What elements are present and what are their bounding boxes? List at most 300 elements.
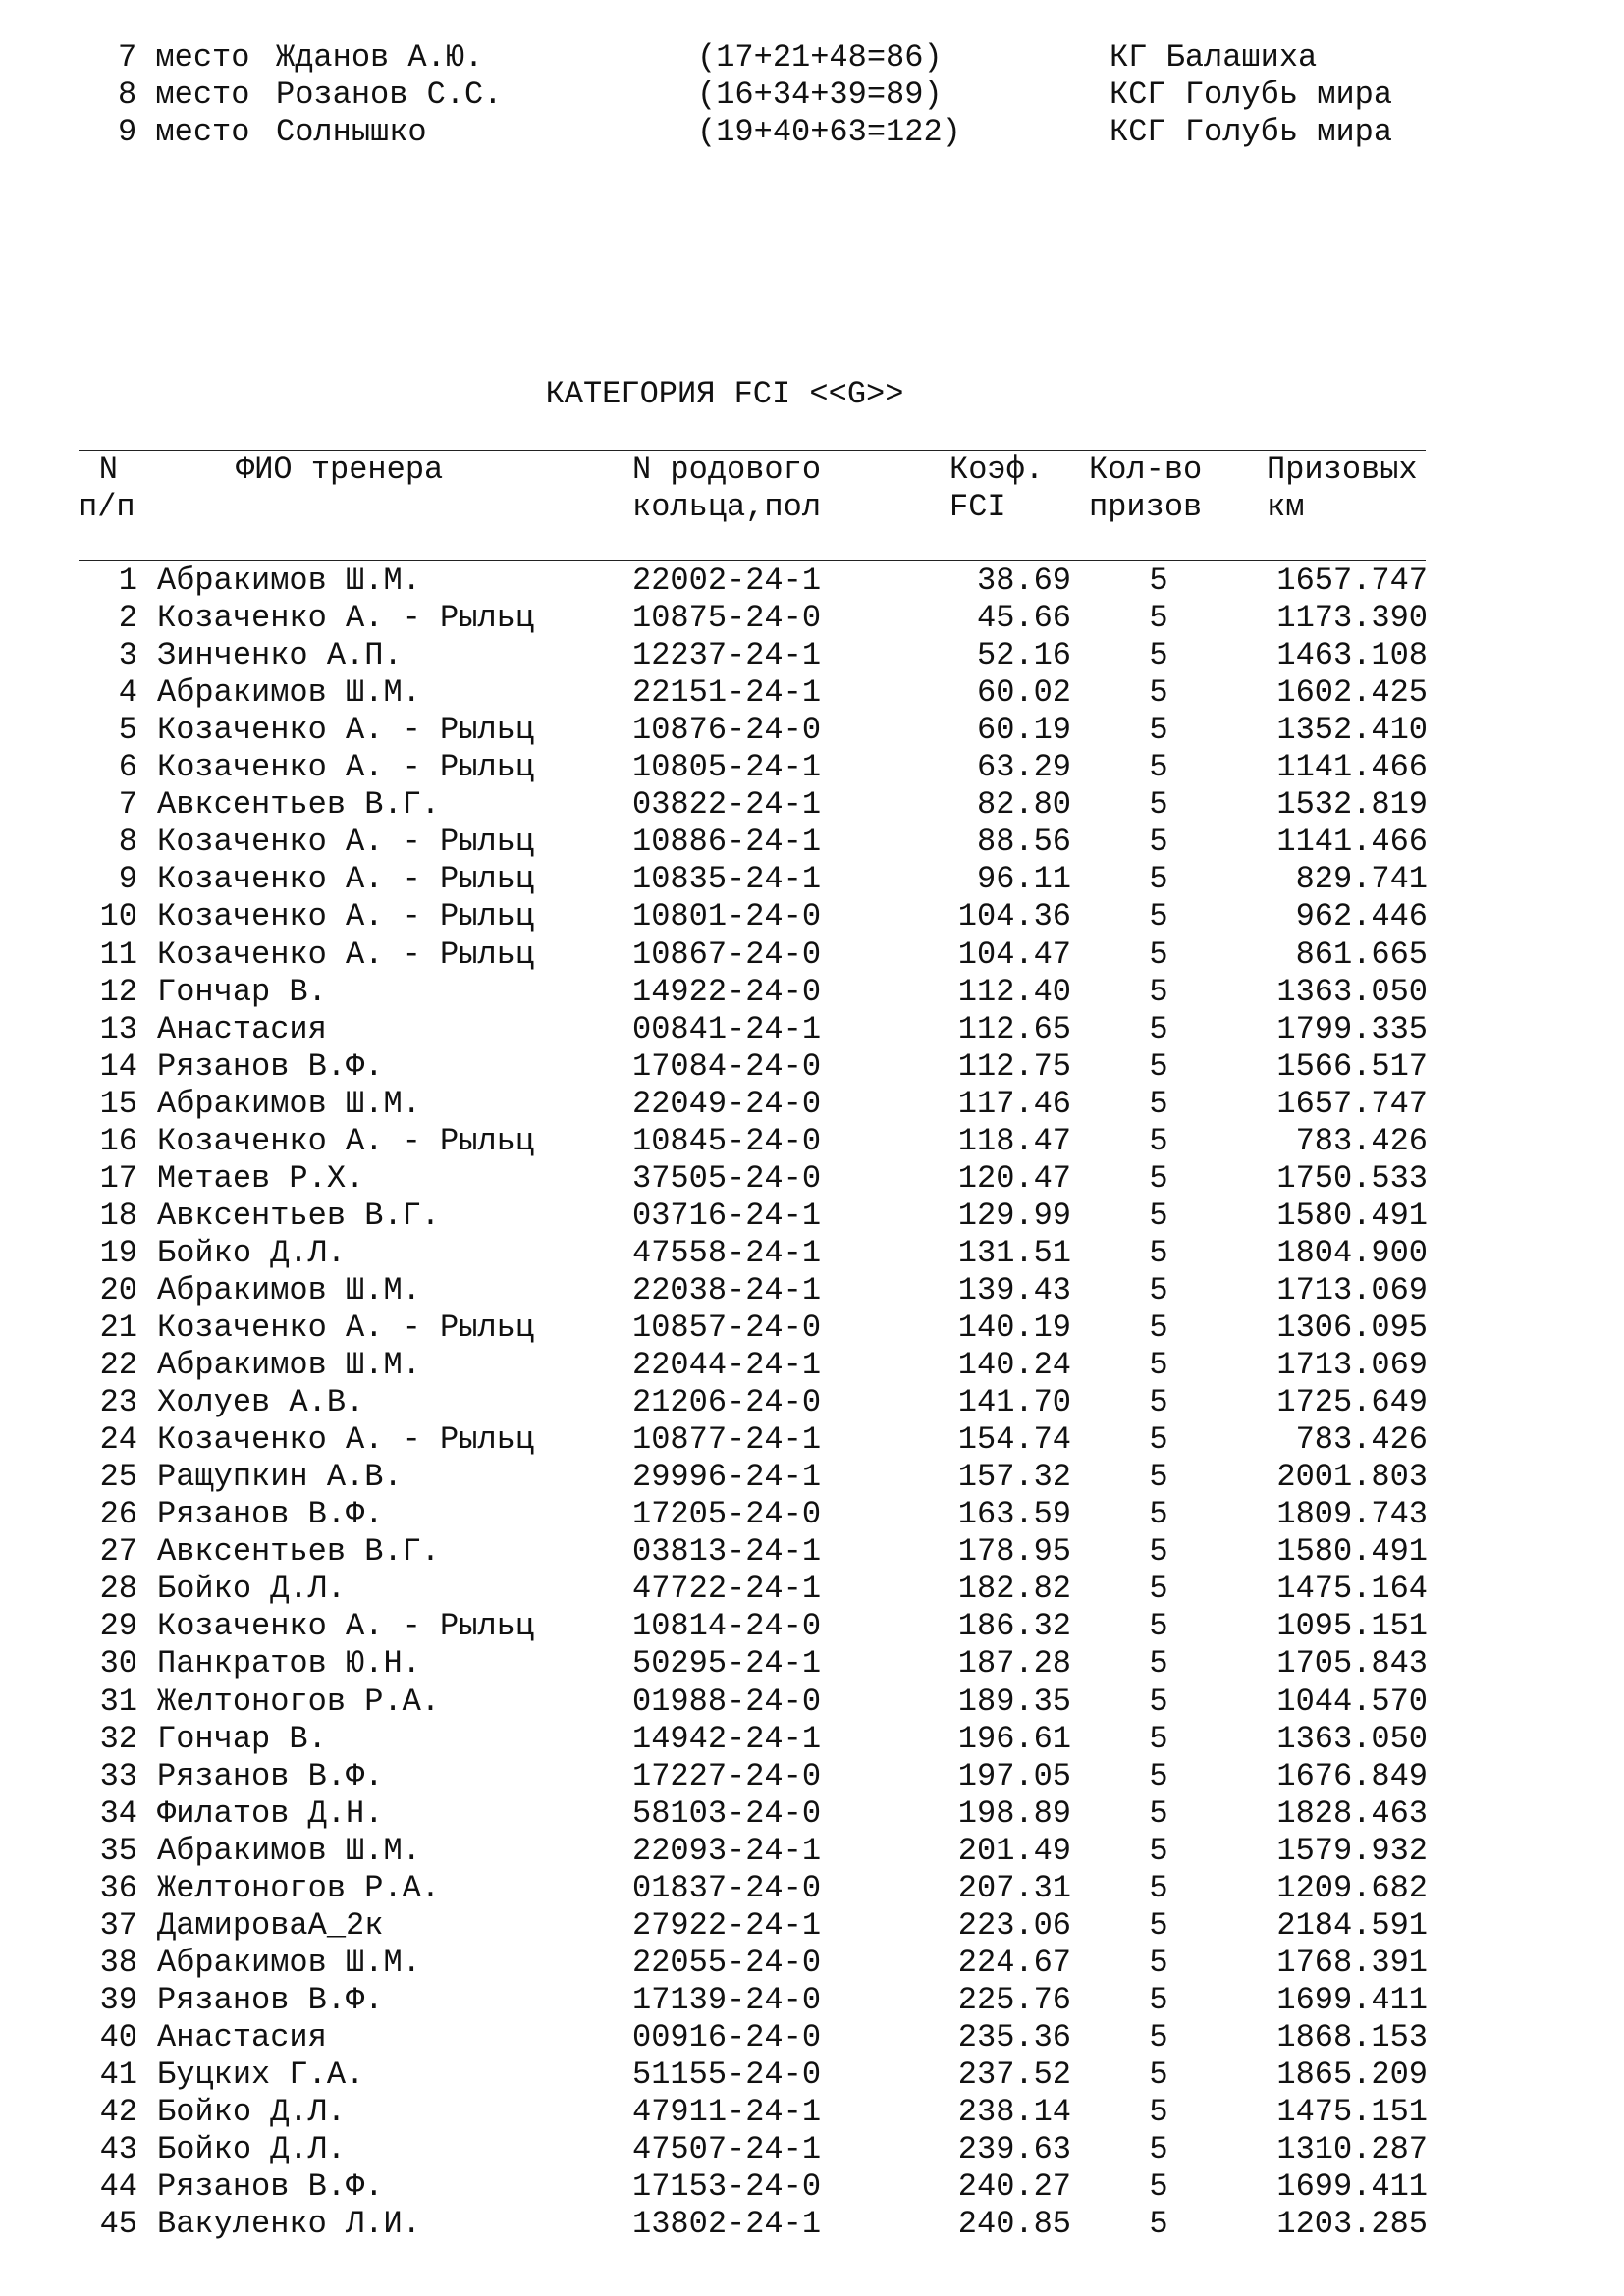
row-prizes: 5 [1149, 1197, 1168, 1234]
row-trainer: Козаченко А. - Рыльц [157, 824, 535, 861]
row-coef: 239.63 [957, 2131, 1071, 2168]
header-km: Призовых [1267, 452, 1418, 488]
table-row [0, 1645, 1624, 1682]
row-num: 38 [99, 1944, 137, 1981]
place-score: (16+34+39=89) [697, 77, 943, 113]
table-row [0, 2019, 1624, 2056]
row-num: 12 [99, 973, 137, 1010]
table-row [0, 824, 1624, 861]
row-prizes: 5 [1149, 1832, 1168, 1869]
row-prizes: 5 [1149, 1384, 1168, 1421]
row-trainer: Анастасия [157, 1010, 327, 1047]
row-km: 1713.069 [1276, 1271, 1428, 1308]
row-num: 37 [99, 1906, 137, 1944]
row-ring: 37505-24-0 [632, 1159, 822, 1197]
row-km: 1865.209 [1276, 2056, 1428, 2093]
row-trainer: Зинченко А.П. [157, 637, 403, 674]
header-coef: Коэф. [949, 452, 1045, 488]
row-ring: 10877-24-1 [632, 1421, 822, 1459]
table-row [0, 1459, 1624, 1496]
row-num: 35 [99, 1832, 137, 1869]
row-coef: 207.31 [957, 1869, 1071, 1906]
row-num: 15 [99, 1085, 137, 1122]
row-trainer: Рязанов В.Ф. [157, 1981, 384, 2018]
row-coef: 187.28 [957, 1645, 1071, 1682]
row-num: 42 [99, 2094, 137, 2131]
row-prizes: 5 [1149, 824, 1168, 861]
row-num: 40 [99, 2018, 137, 2056]
row-num: 9 [118, 861, 137, 898]
row-num: 18 [99, 1197, 137, 1234]
row-num: 21 [99, 1309, 137, 1346]
row-coef: 189.35 [957, 1682, 1071, 1720]
row-coef: 154.74 [957, 1421, 1071, 1459]
row-num: 39 [99, 1981, 137, 2018]
row-ring: 03716-24-1 [632, 1197, 822, 1234]
row-km: 1532.819 [1276, 786, 1428, 824]
row-ring: 22002-24-1 [632, 562, 822, 599]
place-name: Солнышко [276, 114, 427, 150]
row-km: 1699.411 [1276, 2168, 1428, 2206]
row-trainer: Бойко Д.Л. [157, 1234, 347, 1271]
row-num: 19 [99, 1234, 137, 1271]
row-trainer: Бойко Д.Л. [157, 2131, 347, 2168]
header-prizes: Кол-во [1089, 452, 1203, 488]
table-row [0, 2168, 1624, 2206]
row-trainer: Бойко Д.Л. [157, 1571, 347, 1608]
row-km: 1141.466 [1276, 749, 1428, 786]
row-km: 1868.153 [1276, 2018, 1428, 2056]
row-ring: 14922-24-0 [632, 973, 822, 1010]
row-coef: 240.85 [957, 2206, 1071, 2243]
row-km: 1804.900 [1276, 1234, 1428, 1271]
row-coef: 45.66 [976, 600, 1071, 637]
row-num: 6 [118, 749, 137, 786]
row-num: 13 [99, 1010, 137, 1047]
row-prizes: 5 [1149, 2056, 1168, 2093]
row-prizes: 5 [1149, 1608, 1168, 1645]
place-name: Розанов С.С. [276, 77, 503, 113]
row-num: 31 [99, 1682, 137, 1720]
row-ring: 10845-24-0 [632, 1122, 822, 1159]
row-ring: 50295-24-1 [632, 1645, 822, 1682]
row-km: 783.426 [1295, 1421, 1428, 1459]
row-num: 7 [118, 786, 137, 824]
row-ring: 00841-24-1 [632, 1010, 822, 1047]
row-trainer: Авксентьев В.Г. [157, 786, 441, 824]
row-km: 1203.285 [1276, 2206, 1428, 2243]
row-coef: 198.89 [957, 1794, 1071, 1832]
row-prizes: 5 [1149, 1571, 1168, 1608]
row-trainer: Козаченко А. - Рыльц [157, 1608, 535, 1645]
row-coef: 117.46 [957, 1085, 1071, 1122]
place-club: КСГ Голубь мира [1110, 77, 1393, 113]
row-coef: 197.05 [957, 1757, 1071, 1794]
row-num: 43 [99, 2131, 137, 2168]
row-num: 30 [99, 1645, 137, 1682]
row-ring: 10835-24-1 [632, 861, 822, 898]
row-coef: 129.99 [957, 1197, 1071, 1234]
row-num: 23 [99, 1384, 137, 1421]
row-trainer: Абракимов Ш.М. [157, 1347, 421, 1384]
place-score: (17+21+48=86) [697, 39, 943, 76]
row-trainer: Козаченко А. - Рыльц [157, 861, 535, 898]
row-trainer: Абракимов Ш.М. [157, 674, 421, 712]
row-ring: 17084-24-0 [632, 1047, 822, 1085]
row-num: 8 [118, 824, 137, 861]
row-trainer: Буцких Г.А. [157, 2056, 365, 2093]
row-prizes: 5 [1149, 2018, 1168, 2056]
table-row [0, 2056, 1624, 2094]
row-prizes: 5 [1149, 674, 1168, 712]
row-km: 1566.517 [1276, 1047, 1428, 1085]
table-row [0, 1384, 1624, 1421]
row-trainer: Анастасия [157, 2018, 327, 2056]
row-prizes: 5 [1149, 1459, 1168, 1496]
row-num: 2 [118, 600, 137, 637]
row-trainer: Рязанов В.Ф. [157, 1496, 384, 1533]
row-km: 1579.932 [1276, 1832, 1428, 1869]
row-num: 44 [99, 2168, 137, 2206]
row-trainer: Козаченко А. - Рыльц [157, 935, 535, 973]
row-ring: 17139-24-0 [632, 1981, 822, 2018]
place-club: КГ Балашиха [1110, 39, 1318, 76]
table-row [0, 562, 1624, 600]
table-row [0, 2094, 1624, 2131]
row-ring: 47722-24-1 [632, 1571, 822, 1608]
row-prizes: 5 [1149, 1981, 1168, 2018]
row-ring: 10805-24-1 [632, 749, 822, 786]
row-ring: 17153-24-0 [632, 2168, 822, 2206]
row-prizes: 5 [1149, 1869, 1168, 1906]
table-row [0, 2131, 1624, 2168]
row-ring: 10876-24-0 [632, 712, 822, 749]
row-km: 1799.335 [1276, 1010, 1428, 1047]
header-prizes-2: призов [1089, 489, 1203, 525]
row-km: 1699.411 [1276, 1981, 1428, 2018]
row-ring: 17205-24-0 [632, 1496, 822, 1533]
row-trainer: Рязанов В.Ф. [157, 1757, 384, 1794]
row-num: 45 [99, 2206, 137, 2243]
row-trainer: Абракимов Ш.М. [157, 1271, 421, 1308]
row-km: 783.426 [1295, 1122, 1428, 1159]
row-km: 1095.151 [1276, 1608, 1428, 1645]
row-km: 1768.391 [1276, 1944, 1428, 1981]
row-num: 20 [99, 1271, 137, 1308]
row-ring: 51155-24-0 [632, 2056, 822, 2093]
row-coef: 112.65 [957, 1010, 1071, 1047]
table-row [0, 861, 1624, 898]
row-num: 10 [99, 898, 137, 935]
row-trainer: Козаченко А. - Рыльц [157, 600, 535, 637]
row-prizes: 5 [1149, 2206, 1168, 2243]
row-trainer: Авксентьев В.Г. [157, 1197, 441, 1234]
row-num: 25 [99, 1459, 137, 1496]
row-km: 1209.682 [1276, 1869, 1428, 1906]
row-trainer: Рязанов В.Ф. [157, 2168, 384, 2206]
row-coef: 178.95 [957, 1533, 1071, 1571]
place-label: 8 место [118, 77, 250, 113]
row-km: 829.741 [1295, 861, 1428, 898]
table-row [0, 1235, 1624, 1272]
row-km: 1363.050 [1276, 1720, 1428, 1757]
place-score: (19+40+63=122) [697, 114, 961, 150]
row-prizes: 5 [1149, 1010, 1168, 1047]
table-row [0, 1683, 1624, 1721]
row-prizes: 5 [1149, 562, 1168, 599]
row-prizes: 5 [1149, 1944, 1168, 1981]
row-km: 1475.164 [1276, 1571, 1428, 1608]
row-prizes: 5 [1149, 637, 1168, 674]
row-ring: 10857-24-0 [632, 1309, 822, 1346]
row-prizes: 5 [1149, 935, 1168, 973]
row-num: 41 [99, 2056, 137, 2093]
table-row [0, 786, 1624, 824]
row-num: 33 [99, 1757, 137, 1794]
row-num: 16 [99, 1122, 137, 1159]
place-label: 7 место [118, 39, 250, 76]
row-km: 1676.849 [1276, 1757, 1428, 1794]
row-trainer: Абракимов Ш.М. [157, 1944, 421, 1981]
row-trainer: ДамироваА_2к [157, 1906, 384, 1944]
row-km: 1828.463 [1276, 1794, 1428, 1832]
row-num: 27 [99, 1533, 137, 1571]
row-coef: 157.32 [957, 1459, 1071, 1496]
header-coef-2: FCI [949, 489, 1006, 525]
row-ring: 10814-24-0 [632, 1608, 822, 1645]
row-km: 1463.108 [1276, 637, 1428, 674]
table-row [0, 1608, 1624, 1645]
row-num: 28 [99, 1571, 137, 1608]
row-trainer: Козаченко А. - Рыльц [157, 1309, 535, 1346]
row-km: 1713.069 [1276, 1347, 1428, 1384]
row-coef: 88.56 [976, 824, 1071, 861]
place-club: КСГ Голубь мира [1110, 114, 1393, 150]
row-km: 1580.491 [1276, 1197, 1428, 1234]
row-coef: 82.80 [976, 786, 1071, 824]
row-trainer: Абракимов Ш.М. [157, 562, 421, 599]
table-row [0, 1309, 1624, 1347]
table-row [0, 1833, 1624, 1870]
header-trainer: ФИО тренера [236, 452, 444, 488]
row-num: 22 [99, 1347, 137, 1384]
table-row [0, 1571, 1624, 1608]
table-row [0, 1048, 1624, 1086]
row-coef: 60.19 [976, 712, 1071, 749]
header-ring: N родового [632, 452, 822, 488]
table-row [0, 712, 1624, 749]
table-row [0, 898, 1624, 935]
row-ring: 22093-24-1 [632, 1832, 822, 1869]
row-ring: 10801-24-0 [632, 898, 822, 935]
row-km: 1310.287 [1276, 2131, 1428, 2168]
table-row [0, 1907, 1624, 1945]
table-row [0, 1533, 1624, 1571]
row-prizes: 5 [1149, 1309, 1168, 1346]
row-prizes: 5 [1149, 1047, 1168, 1085]
table-row [0, 1945, 1624, 1982]
row-ring: 58103-24-0 [632, 1794, 822, 1832]
row-coef: 120.47 [957, 1159, 1071, 1197]
row-ring: 17227-24-0 [632, 1757, 822, 1794]
row-prizes: 5 [1149, 1645, 1168, 1682]
row-km: 2001.803 [1276, 1459, 1428, 1496]
row-ring: 10867-24-0 [632, 935, 822, 973]
row-trainer: Холуев А.В. [157, 1384, 365, 1421]
row-km: 1352.410 [1276, 712, 1428, 749]
table-row [0, 1870, 1624, 1907]
row-coef: 140.19 [957, 1309, 1071, 1346]
row-prizes: 5 [1149, 2131, 1168, 2168]
row-prizes: 5 [1149, 1271, 1168, 1308]
row-num: 32 [99, 1720, 137, 1757]
row-ring: 00916-24-0 [632, 2018, 822, 2056]
row-num: 5 [118, 712, 137, 749]
row-ring: 27922-24-1 [632, 1906, 822, 1944]
row-coef: 118.47 [957, 1122, 1071, 1159]
row-coef: 186.32 [957, 1608, 1071, 1645]
table-row [0, 1982, 1624, 2019]
row-ring: 22038-24-1 [632, 1271, 822, 1308]
row-coef: 240.27 [957, 2168, 1071, 2206]
row-km: 1705.843 [1276, 1645, 1428, 1682]
row-coef: 201.49 [957, 1832, 1071, 1869]
row-trainer: Авксентьев В.Г. [157, 1533, 441, 1571]
row-coef: 104.36 [957, 898, 1071, 935]
row-coef: 141.70 [957, 1384, 1071, 1421]
row-ring: 22049-24-0 [632, 1085, 822, 1122]
row-prizes: 5 [1149, 973, 1168, 1010]
row-trainer: Козаченко А. - Рыльц [157, 712, 535, 749]
row-coef: 96.11 [976, 861, 1071, 898]
table-row [0, 1272, 1624, 1309]
row-ring: 22055-24-0 [632, 1944, 822, 1981]
row-prizes: 5 [1149, 1234, 1168, 1271]
row-prizes: 5 [1149, 749, 1168, 786]
row-prizes: 5 [1149, 1159, 1168, 1197]
row-ring: 03822-24-1 [632, 786, 822, 824]
row-trainer: Филатов Д.Н. [157, 1794, 384, 1832]
row-km: 1725.649 [1276, 1384, 1428, 1421]
row-trainer: Панкратов Ю.Н. [157, 1645, 421, 1682]
row-num: 14 [99, 1047, 137, 1085]
row-km: 861.665 [1295, 935, 1428, 973]
row-km: 1809.743 [1276, 1496, 1428, 1533]
row-coef: 238.14 [957, 2094, 1071, 2131]
table-row [0, 1123, 1624, 1160]
row-coef: 223.06 [957, 1906, 1071, 1944]
row-prizes: 5 [1149, 1496, 1168, 1533]
row-coef: 225.76 [957, 1981, 1071, 2018]
row-km: 1475.151 [1276, 2094, 1428, 2131]
row-coef: 63.29 [976, 749, 1071, 786]
row-km: 1363.050 [1276, 973, 1428, 1010]
table-row [0, 1198, 1624, 1235]
row-km: 1657.747 [1276, 562, 1428, 599]
row-trainer: Абракимов Ш.М. [157, 1832, 421, 1869]
table-row [0, 974, 1624, 1011]
row-prizes: 5 [1149, 1794, 1168, 1832]
row-coef: 112.75 [957, 1047, 1071, 1085]
row-coef: 38.69 [976, 562, 1071, 599]
row-prizes: 5 [1149, 898, 1168, 935]
row-num: 17 [99, 1159, 137, 1197]
row-num: 3 [118, 637, 137, 674]
table-top-rule [79, 450, 1426, 451]
row-km: 1750.533 [1276, 1159, 1428, 1197]
place-row [0, 39, 1624, 77]
table-header-rule [79, 560, 1426, 561]
row-ring: 47558-24-1 [632, 1234, 822, 1271]
row-km: 1580.491 [1276, 1533, 1428, 1571]
row-prizes: 5 [1149, 1421, 1168, 1459]
row-prizes: 5 [1149, 1720, 1168, 1757]
row-ring: 21206-24-0 [632, 1384, 822, 1421]
row-coef: 60.02 [976, 674, 1071, 712]
row-num: 4 [118, 674, 137, 712]
row-prizes: 5 [1149, 1533, 1168, 1571]
row-km: 1141.466 [1276, 824, 1428, 861]
row-ring: 01837-24-0 [632, 1869, 822, 1906]
row-km: 1044.570 [1276, 1682, 1428, 1720]
place-name: Жданов А.Ю. [276, 39, 484, 76]
row-prizes: 5 [1149, 712, 1168, 749]
row-prizes: 5 [1149, 2094, 1168, 2131]
place-row [0, 114, 1624, 151]
row-trainer: Ращупкин А.В. [157, 1459, 403, 1496]
row-km: 2184.591 [1276, 1906, 1428, 1944]
row-coef: 112.40 [957, 973, 1071, 1010]
row-coef: 131.51 [957, 1234, 1071, 1271]
row-ring: 47911-24-1 [632, 2094, 822, 2131]
row-ring: 47507-24-1 [632, 2131, 822, 2168]
row-prizes: 5 [1149, 1757, 1168, 1794]
row-prizes: 5 [1149, 1906, 1168, 1944]
table-row [0, 1011, 1624, 1048]
row-ring: 29996-24-1 [632, 1459, 822, 1496]
table-row [0, 1758, 1624, 1795]
table-row [0, 749, 1624, 786]
row-coef: 224.67 [957, 1944, 1071, 1981]
row-trainer: Гончар В. [157, 1720, 327, 1757]
row-coef: 140.24 [957, 1347, 1071, 1384]
table-row [0, 637, 1624, 674]
row-trainer: Гончар В. [157, 973, 327, 1010]
row-ring: 12237-24-1 [632, 637, 822, 674]
row-prizes: 5 [1149, 2168, 1168, 2206]
row-trainer: Рязанов В.Ф. [157, 1047, 384, 1085]
row-ring: 22151-24-1 [632, 674, 822, 712]
row-km: 1173.390 [1276, 600, 1428, 637]
row-coef: 52.16 [976, 637, 1071, 674]
row-num: 29 [99, 1608, 137, 1645]
table-row [0, 1721, 1624, 1758]
table-row [0, 1421, 1624, 1459]
row-trainer: Абракимов Ш.М. [157, 1085, 421, 1122]
place-label: 9 место [118, 114, 250, 150]
table-header [0, 452, 1624, 530]
row-num: 26 [99, 1496, 137, 1533]
row-ring: 14942-24-1 [632, 1720, 822, 1757]
row-prizes: 5 [1149, 600, 1168, 637]
table-row [0, 2206, 1624, 2243]
row-trainer: Козаченко А. - Рыльц [157, 1122, 535, 1159]
table-row [0, 1496, 1624, 1533]
table-row [0, 674, 1624, 712]
row-coef: 139.43 [957, 1271, 1071, 1308]
table-row [0, 600, 1624, 637]
row-trainer: Козаченко А. - Рыльц [157, 1421, 535, 1459]
